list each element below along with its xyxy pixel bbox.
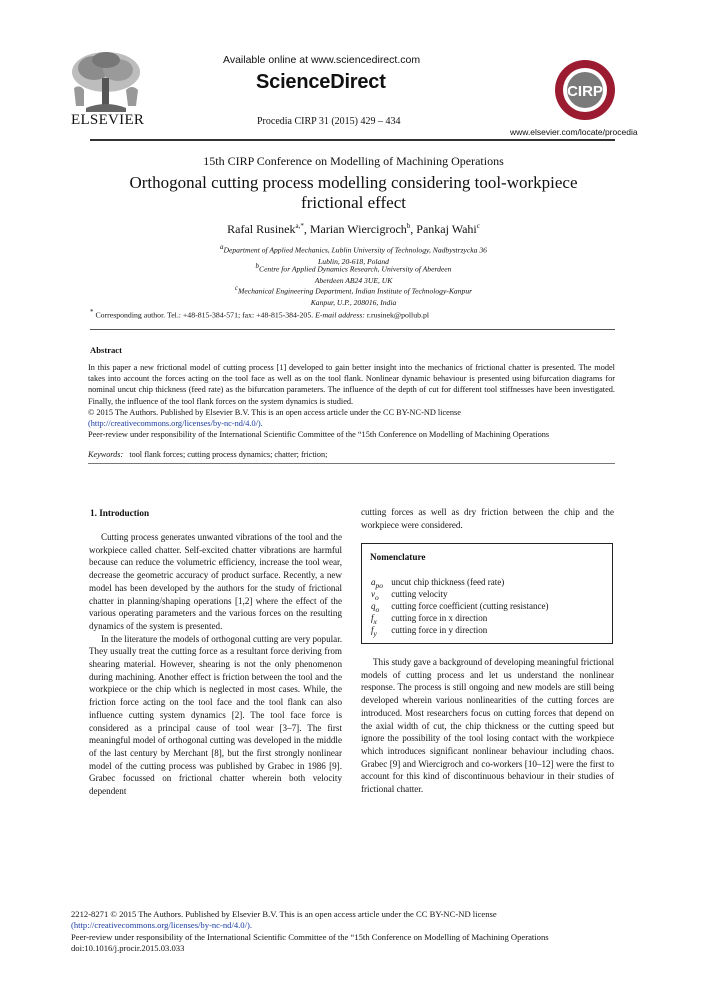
left-column bbox=[89, 531, 342, 798]
author-name: Pankaj Wahi bbox=[416, 222, 477, 236]
author-sup: c bbox=[476, 222, 480, 230]
nomenclature-item: $a_{po}$ uncut chip thickness (feed rate) bbox=[371, 577, 505, 590]
footer-license-link[interactable]: (http://creativecommons.org/licenses/by-nc-nd/4.0/). bbox=[71, 920, 252, 931]
abstract-body bbox=[88, 362, 615, 440]
intro-paragraph: Cutting process generates unwanted vibrations of the tool and the workpiece called chatter. Self-excited chatter vibrations are harmful because can reduce the volumetric efficiency, increase the tool wear, decrease the geometric accuracy of product surface. Recently, a new model has been developed by the authors for the study of frictional chatter in planning/shaping operations [1,2] where the effect of the various operating parameters and the various forces on the resulting dynamics of the system is presented. bbox=[89, 532, 342, 631]
header-divider bbox=[90, 139, 615, 141]
keywords-divider bbox=[88, 463, 615, 464]
footer-doi[interactable]: doi:10.1016/j.procir.2015.03.033 bbox=[71, 943, 185, 954]
abstract-paragraph: In this paper a new frictional model of cutting process [1] developed to gain better insight into the mechanics of frictional chatter is presented. The model takes into account the forces acting on the tool face as well as on the tool flank. Nonlinear dynamic behaviour is presented using bifurcation diagrams for nominal uncut chip thickness (feed rate) as the bifurcation parameters. The influence of the depth of cut for different tool stiffnesses have been investigated. Finally, the influence of the tool flank forces on the system dynamics is studied. bbox=[88, 363, 615, 406]
elsevier-tree-logo bbox=[66, 48, 144, 120]
abstract-copyright: © 2015 The Authors. Published by Elsevier B.V. This is an open access article under the CC BY-NC-ND license bbox=[88, 407, 461, 417]
right-column-top bbox=[361, 506, 614, 531]
paper-title: Orthogonal cutting process modelling considering tool-workpiece frictional effect bbox=[129, 173, 578, 212]
affiliation-a: $^a$Department of Applied Mechanics, Lublin University of Technology, Nadbystrzycka 36 Lublin, 20-618, Poland bbox=[220, 243, 487, 266]
nomenclature-item: $v_o$ cutting velocity bbox=[371, 589, 448, 602]
keywords-list: tool flank forces; cutting process dynamics; chatter; friction; bbox=[129, 450, 328, 459]
available-online-text: Available online at www.sciencedirect.com bbox=[223, 54, 421, 66]
sciencedirect-wordmark: ScienceDirect bbox=[256, 71, 386, 93]
cirp-logo bbox=[553, 58, 617, 122]
nomenclature-item: $f_y$ cutting force in y direction bbox=[371, 625, 488, 638]
abstract-peer-review: Peer-review under responsibility of the International Scientific Committee of the “15th Conference on Modelling of Machining Operations bbox=[88, 430, 550, 440]
right-column-bottom bbox=[361, 656, 614, 796]
keywords bbox=[88, 450, 327, 459]
nomenclature-item: $f_x$ cutting force in x direction bbox=[371, 613, 488, 626]
abstract-divider bbox=[90, 329, 615, 330]
affiliation-b: $^b$Centre for Applied Dynamics Research, University of Aberdeen Aberdeen AB24 3UE, UK bbox=[255, 262, 452, 285]
author-sup: b bbox=[406, 222, 411, 230]
journal-url: www.elsevier.com/locate/procedia bbox=[510, 127, 638, 137]
intro-paragraph: In the literature the models of orthogonal cutting are very popular. They usually treat the cutting force as a resultant force deriving from shearing material. However, shearing is not the only phenomenon during machining. Another effect is friction between the tool and the workpiece or the chip which is neglected in most cases. While, the friction force acting on the tool face and the tool flank can also influence cutting system dynamics [2]. The tool face force is considered as a principal cause of tool wear [3–7]. The first meaningful model of orthogonal cutting was developed in the middle of the last century by Merchant [8], but the first strongly nonlinear model of the cutting process was published by Grabec in 1986 [9]. Grabec focussed on frictional chatter wherein both velocity dependent bbox=[89, 633, 342, 797]
journal-reference: Procedia CIRP 31 (2015) 429 – 434 bbox=[257, 116, 401, 127]
author-sup: a,* bbox=[295, 222, 304, 230]
publisher-name: ELSEVIER bbox=[71, 112, 145, 128]
intro-paragraph: This study gave a background of developing meaningful frictional models of cutting process and let us understand the nonlinear response. The process is still ongoing and new models are still being developed wherein various nonlinearities of the cutting forces are introduced. Most researchers focus on cutting forces that depend on the axial width of cut, the chip thickness or the cutting speed but ignore the possibility of the tool losing contact with the workpiece which introduces significant nonlinear behaviour including chaos. Grabec [9] and Wiercigroch and co-workers [10–12] were the first to account for this kind of discontinuous behaviour in their studies of frictional chatter. bbox=[361, 657, 614, 795]
author-email[interactable]: r.rusinek@pollub.pl bbox=[366, 310, 430, 320]
corresponding-author: * Corresponding author. Tel.: +48-815-384-571; fax: +48-815-384-205. E-mail address: r.rusinek@pollub.pl bbox=[90, 308, 430, 320]
footer-issn: 2212-8271 © 2015 The Authors. Published by Elsevier B.V. This is an open access article under the CC BY-NC-ND license bbox=[71, 909, 497, 919]
intro-continuation: cutting forces as well as dry friction between the chip and the workpiece were considered. bbox=[361, 507, 614, 530]
keywords-label: Keywords: bbox=[88, 450, 124, 459]
nomenclature-item: $q_o$ cutting force coefficient (cutting resistance) bbox=[371, 601, 549, 614]
nomenclature-heading: Nomenclature bbox=[370, 552, 426, 562]
cirp-logo-text: CIRP bbox=[567, 83, 603, 100]
section-heading-introduction: 1. Introduction bbox=[90, 508, 150, 518]
footer-peer-review: Peer-review under responsibility of the International Scientific Committee of the “15th Conference on Modelling of Machining Operations bbox=[71, 931, 549, 942]
footer bbox=[71, 909, 549, 955]
author-name: Rafal Rusinek bbox=[227, 222, 296, 236]
affiliation-c: $^c$Mechanical Engineering Department, Indian Institute of Technology-Kanpur Kanpur, U.P., 208016, India bbox=[234, 284, 473, 307]
license-link[interactable]: (http://creativecommons.org/licenses/by-nc-nd/4.0/). bbox=[88, 419, 263, 429]
conference-name: 15th CIRP Conference on Modelling of Machining Operations bbox=[203, 154, 504, 168]
author-list: Rafal Rusinek$^{a,*}$, Marian Wiercigroch$^b$, Pankaj Wahi$^c$ bbox=[227, 222, 480, 236]
author-name: Marian Wiercigroch bbox=[309, 222, 407, 236]
abstract-heading: Abstract bbox=[90, 345, 122, 355]
